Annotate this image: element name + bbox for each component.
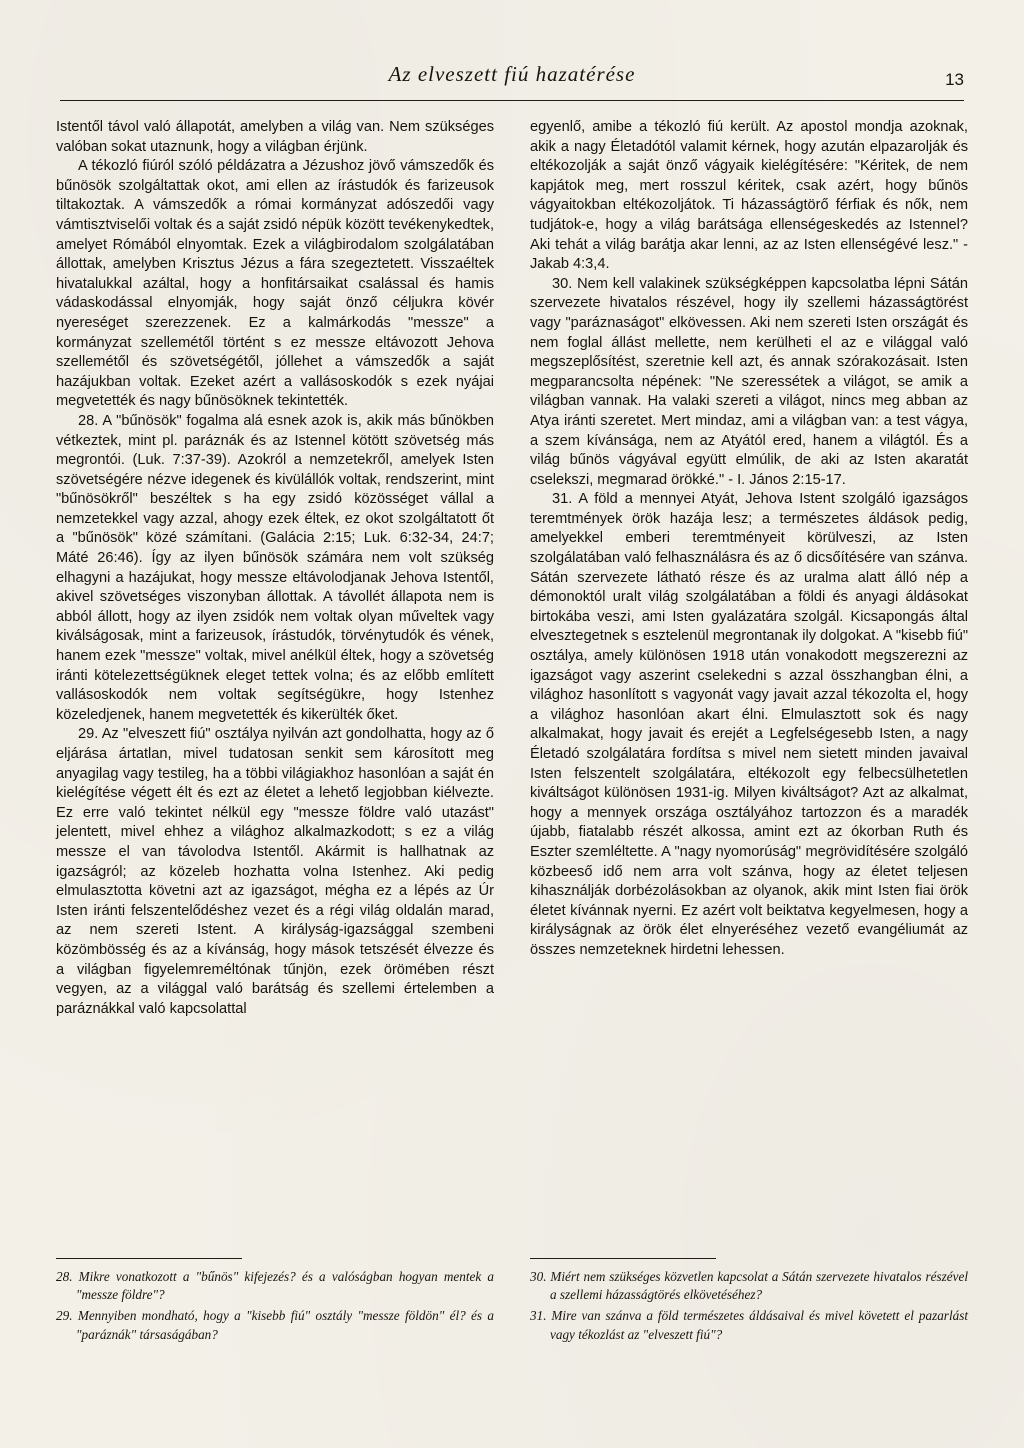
page-number: 13: [945, 70, 964, 89]
paragraph: 28. A "bűnösök" fogalma alá esnek azok is, akik más bűnökben vétkeztek, mint pl. paráznák és az Istennel kötött szövetség más megrontói. (Luk. 7:37-39). Azokról a nemzetekről, amelyek Isten szövetségére nézve idegenek és kivülállók voltak, rendszerint, mint "bűnösökről" beszéltek s ha egy zsidó közösséget vállal a nemzetekkel vagy azzal, ahogy ezek éltek, ez okot szolgáltatott őt a "bűnösök" közé számítani. (Galácia 2:15; Luk. 6:32-34, 24:7; Máté 26:46). Így az ilyen bűnösök számára nem volt szükség elhagyni a hazájukat, hogy messze eltávolodjanak Jehova Istentől, akivel szövetséges viszonyban állottak. A távollét állapota nem is abból állott, hogy az ilyen zsidók nem voltak olyan műveltek vagy kiválságosak, mint a farizeusok, írástudók, törvénytudók és vének, hanem ezek "messze" voltak, mivel anélkül éltek, hogy a szövetség iránti kötelezettségüknek eleget tettek volna; és az előbb említett vallásoskodók nem voltak segítségükre, hogy Istenhez közeledjenek, hanem megvetették és kikerülték őket.: [56, 412, 494, 723]
right-column: [530, 118, 968, 1019]
paragraph: A tékozló fiúról szóló példázatra a Jézushoz jövő vámszedők és bűnösök szolgáltattak okot, ami ellen az írástudók és farizeusok tiltakoztak. A vámszedők a római kormányzat adószedői vagy vámtisztviselői voltak és a saját zsidó népük között tevékenykedtek, amelyet Rómából elnyomtak. Ezek a világbirodalom szolgálatában állottak, amelyben Krisztus Jézus a fára szegeztetett. Visszaéltek hivatalukkal azáltal, hogy a honfitársaikat csalással és hamis vádaskodással elnyomják, hogy saját önző céljukra kövér nyereséget szerezzenek. Ez a kalmárkodás "messze" a kormányzat szellemétől történt s ez messze eltávozott Jehova szellemétől és szövetségétől, jóllehet a vámszedők a saját hazájukban voltak. Ezeket azért a vallásoskodók s ezek nyájai megvetették és nagy bűnösöknek tekintették.: [56, 158, 494, 410]
paragraph: 30. Nem kell valakinek szükségképpen kapcsolatba lépni Sátán szervezete hivatalos részével, hogy ily szellemi házasságtörést vagy "paráznaságot" elkövessen. Aki nem szereti Isten országát és nem foglal állást mellette, nem kerülheti el az e világgal való megszeplősítést, szeretnie kell azt, és annak szórakozásait. Isten megparancsolta népének: "Ne szeressétek a világot, se amik a világban vannak. Ha valaki szereti a világot, nincs meg abban az Atya iránti szeretet. Mert mindaz, ami a világban van: a test vágya, a szem kívánsága, nem az Atyától ered, hanem a világtól. És a világ bűnös vágyával együtt elmúlik, de aki az Isten akaratát cselekszi, megmarad örökké." - I. János 2:15-17.: [530, 275, 968, 488]
footnote-divider: [56, 1258, 242, 1259]
footnotes-section: [56, 1258, 968, 1347]
footnote-item: 28. Mikre vonatkozott a "bűnös" kifejezés? és a valóságban hogyan mentek a "messze földre"?: [56, 1269, 494, 1303]
paragraph: 29. Az "elveszett fiú" osztálya nyilván azt gondolhatta, hogy az ő eljárása ártatlan, mivel tudatosan senkit sem károsított meg anyagilag vagy testileg, ha a többi világiakhoz hasonlóan a saját én kielégítése végett élt és ezt az életet a lehető legjobban kiélvezte. Ez erre való tekintet nélkül egy "messze földre való utazást" jelentett, mivel ehhez a világhoz alkalmazkodott; s ez a világ messze el van távolodva Istentől. Akármit is hallhatnak az igazságról; az közeleb hozhatta volna Istenhez. Aki pedig elmulasztotta követni azt az igazságot, mégha ez a lépés az Úr Isten iránti felszentelődéshez vezet és a régi világ oldalán marad, az nem szereti Istent. A királyság-igazsággal szembeni közömbösség és az a kívánság, hogy mások tetszését élvezze és a világban figyelemreméltónak tűnjön, ezek örömében részt vegyen, az a világgal való barátság és szellemi értelemben a paráznákkal való kapcsolattal: [56, 726, 494, 1017]
left-column: [56, 118, 494, 1019]
paragraph: 31. A föld a mennyei Atyát, Jehova Istent szolgáló igazságos teremtmények örök hazája lesz; a természetes áldások pedig, amelyekkel emberi teremtményeit körülveszi, az Isten szolgálatában való felhasználásra és az ő dicsőítésére van szánva. Sátán szervezete látható része és az uralma alatt álló nép a démonoktól uralt világ szolgálatában a földi és anyagi áldásokat birtokába veszi, ami Isten gyalázatára szolgál. Kicsapongás által elvesztegetnek s esztelenül megrontanak ily dolgokat. A "kisebb fiú" osztálya, amely különösen 1918 után vonakodott megszerezni az igazságot vagy aszerint cselekedni s azzal összhangban élni, a világhoz hasonlított s vagyonát vagy javait azzal tékozolta el, hogy a világhoz hasonlóan akart élni. Elmulasztott sok és nagy alkalmakat, hogy javait és erejét a Legfelségesebb Isten, a nagy Életadó szolgálatára fordítsa s mivel nem sietett minden javaival Isten felszentelt szolgálatára, eltékozolt egy felbecsülhetetlen kiváltságot különösen 1931-ig. Milyen kiváltságot? Azt az alkalmat, hogy a mennyek országa osztályához tartozzon és a maradék újabb, fiatalabb részét alkossa, amint ezt az ókorban Ruth és Eszter szemléltette. A "nagy nyomorúság" megrövidítésére szolgáló közbeeső idő nem arra volt szánva, hogy az életet teljesen kihasználják dorbézolásokban az olyanok, akik mint Isten fiai örök életet kívánnak nyerni. Ez azért volt beiktatva kegyelmesen, hogy a királyságnak az örök élet elnyeréséhez vezető evangéliumát az összes nemzeteknek hirdetni lehessen.: [530, 491, 968, 958]
footnote-item: 30. Miért nem szükséges közvetlen kapcsolat a Sátán szervezete hivatalos részével a szellemi házasságtörés elkövetéséhez?: [530, 1269, 968, 1303]
page-title: Az elveszett fiú hazatérése: [388, 62, 636, 86]
footnotes-left: [56, 1258, 494, 1347]
footnote-divider: [530, 1258, 716, 1259]
page-header: [60, 62, 964, 104]
paragraph: Istentől távol való állapotát, amelyben a világ van. Nem szükséges valóban sokat utaznunk, hogy a világban érjünk.: [56, 119, 494, 155]
body-columns: [56, 118, 968, 1019]
footnotes-right: [530, 1258, 968, 1347]
footnote-item: 31. Mire van szánva a föld természetes áldásaival és mivel követett el pazarlást vagy tékozlást az "elveszett fiú"?: [530, 1308, 968, 1342]
paragraph: egyenlő, amibe a tékozló fiú került. Az apostol mondja azoknak, akik a nagy Életadótól valamit kérnek, hogy azután elpazarolják és eltékozolják a saját önző vágyaik kielégítésére: "Kéritek, de nem kapjátok meg, mert rosszul kéritek, csak azért, hogy bűnös vágyaitokban eltékozoljátok. Ti házasságtörő férfiak és nők, nem tudjátok-e, hogy a világ barátsága ellenségeskedés az Istennel? Aki tehát a világ barátja akar lenni, az az Isten ellenségévé lesz." - Jakab 4:3,4.: [530, 119, 968, 273]
footnote-item: 29. Mennyiben mondható, hogy a "kisebb fiú" osztály "messze földön" él? és a "paráznák" társaságában?: [56, 1308, 494, 1342]
header-divider: [60, 100, 964, 101]
